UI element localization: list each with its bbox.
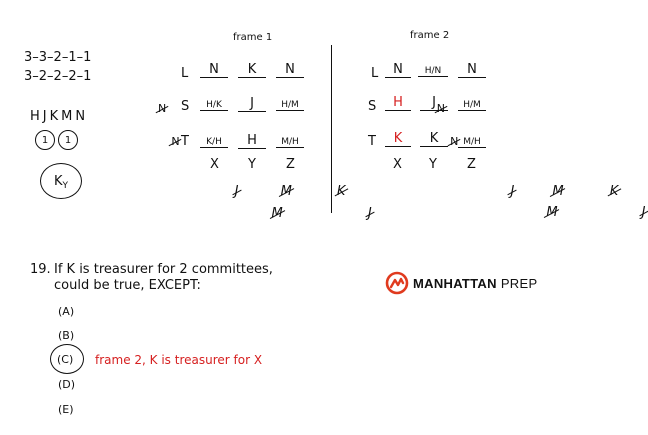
option-a[interactable]: (A) bbox=[58, 305, 75, 318]
frame-2-row-l-label: L bbox=[371, 66, 379, 81]
frame-2-title: frame 2 bbox=[410, 30, 450, 41]
frame-2-crossed-x-1: J bbox=[510, 184, 515, 199]
member-list: HJKMN bbox=[30, 109, 89, 124]
option-d[interactable]: (D) bbox=[58, 378, 76, 391]
setup-row-2: 3–2–2–2–1 bbox=[24, 69, 92, 84]
frame-2-row-s-label: S bbox=[368, 99, 377, 114]
frame-1-col-y: Y bbox=[248, 157, 256, 172]
frame-1-col-x: X bbox=[210, 157, 219, 172]
option-b[interactable]: (B) bbox=[58, 329, 75, 342]
frame-2-col-z: Z bbox=[467, 157, 476, 172]
frame-1-l-x: N bbox=[200, 62, 228, 78]
circled-count-1: 1 bbox=[35, 130, 55, 150]
frame-2-col-y: Y bbox=[429, 157, 437, 172]
frame-1-l-z: N bbox=[276, 62, 304, 78]
frame-2-row-t-label: T bbox=[368, 134, 376, 149]
frame-2-s-z: H/M bbox=[458, 100, 486, 111]
answer-note: frame 2, K is treasurer for X bbox=[95, 353, 263, 367]
frame-2-l-x: N bbox=[385, 62, 411, 78]
frame-1-crossed-y-1: M bbox=[280, 184, 292, 199]
frame-2-t-crossed-n: N bbox=[450, 135, 459, 148]
option-c[interactable]: (C) bbox=[57, 353, 74, 366]
frame-1-s-x: H/K bbox=[200, 100, 228, 111]
frame-2-s-x: H bbox=[385, 95, 411, 111]
frame-1-crossed-z-1: K bbox=[336, 184, 346, 199]
frame-1-crossed-x-2: M bbox=[271, 206, 283, 221]
brand-logo bbox=[385, 270, 537, 296]
question-text-line-1: If K is treasurer for 2 committees, bbox=[54, 262, 273, 277]
frame-1-crossed-z-2: J bbox=[367, 206, 372, 221]
frame-2-crossed-x-2: M bbox=[546, 205, 558, 220]
frame-1-row-l-label: L bbox=[181, 66, 189, 81]
frame-1-t-crossed-n: N bbox=[171, 135, 180, 148]
frame-divider bbox=[331, 45, 332, 213]
frame-1-s-crossed-n: N bbox=[158, 102, 167, 115]
frame-1-col-z: Z bbox=[286, 157, 295, 172]
option-e[interactable]: (E) bbox=[58, 403, 74, 416]
setup-row-1: 3–3–2–1–1 bbox=[24, 50, 92, 65]
frame-1-row-s-label: S bbox=[181, 99, 190, 114]
frame-2-l-y: H/N bbox=[418, 66, 448, 77]
frame-2-s-y: J bbox=[420, 95, 448, 111]
frame-1-t-z: M/H bbox=[276, 137, 304, 148]
frame-2-t-y: K bbox=[420, 131, 448, 147]
brand-name-light: PREP bbox=[500, 275, 538, 291]
frame-2-crossed-z-1: K bbox=[609, 184, 619, 199]
frame-1-title: frame 1 bbox=[233, 32, 273, 43]
frame-1-t-x: K/H bbox=[200, 137, 228, 148]
frame-1-s-z: H/M bbox=[276, 100, 304, 111]
frame-2-crossed-z-2: J bbox=[641, 205, 646, 220]
frame-1-crossed-x-1: J bbox=[234, 184, 239, 199]
frame-1-row-t-label: T bbox=[181, 134, 189, 149]
question-text-line-2: could be true, EXCEPT: bbox=[54, 278, 201, 293]
frame-1-s-y: J bbox=[238, 96, 266, 112]
frame-1-l-y: K bbox=[238, 62, 266, 78]
question-number: 19. bbox=[30, 262, 51, 277]
frame-2-s-crossed-n: N bbox=[436, 102, 446, 115]
frame-2-col-x: X bbox=[393, 157, 402, 172]
frame-2-t-z: M/H bbox=[458, 137, 486, 148]
brand-mark-icon bbox=[385, 271, 409, 295]
circled-count-2: 1 bbox=[58, 130, 78, 150]
circled-k-y: K Y bbox=[40, 163, 82, 199]
brand-name-bold: MANHATTAN bbox=[413, 275, 497, 291]
frame-2-l-z: N bbox=[458, 62, 486, 78]
frame-2-t-x: K bbox=[385, 131, 411, 147]
frame-2-crossed-y-1: M bbox=[552, 184, 564, 199]
frame-1-t-y: H bbox=[238, 133, 266, 149]
